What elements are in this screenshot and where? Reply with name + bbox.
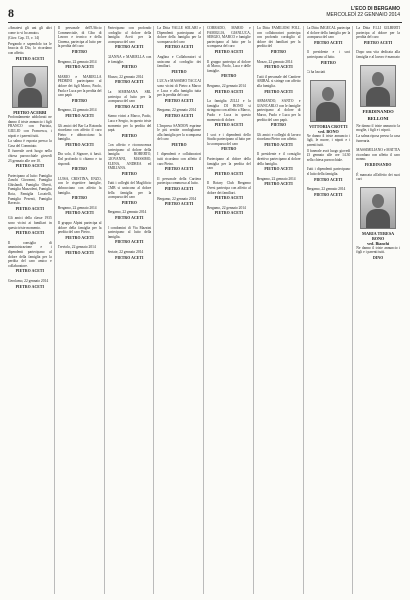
notice-signature: PIETRO ACETI: [115, 240, 144, 245]
notice-text: LUCA e MASSIMO TACCAI sono vicini di Pietro a Marco e Luca e alla famiglia tutta per la perdita del caro: [157, 79, 201, 98]
notice-text: Ci ha lasciati: [306, 70, 326, 75]
notice-signature: PIETRO ACETI: [214, 89, 244, 94]
notice-signature: PIETRO ACETI: [115, 255, 144, 260]
obituary-notice: [108, 26, 152, 50]
obituary-notice: [207, 60, 251, 79]
notice-text: Il personale dell'Ufficio Commerciale, di Cibo di Lavoro e tecnico e della Cinema, partecipa al lutto per la perdita del caro: [57, 26, 102, 49]
obituary-notice: [58, 177, 102, 201]
obituary-column: [207, 26, 254, 594]
obituary-notice: [108, 181, 152, 205]
notice-text: L'Impresa SANDON esprime le più sentite condoglianze alla famiglia per la scomparsa del caro: [157, 123, 201, 142]
notice-text: Bergamo, 22 gennaio 2014: [57, 108, 97, 113]
obituary-notice: [58, 206, 102, 216]
notice-text: Gli amici del Bar La Rotonda ricordano con affetto il caro Pietro e abbracciano la famiglia.: [57, 123, 102, 142]
notice-text: Il presidente e i soci partecipano al lutto.: [306, 50, 351, 59]
obituary-notice: [58, 108, 102, 118]
obituary-notice: [58, 152, 102, 171]
notice-signature: PIETRO ACETI: [264, 142, 293, 147]
obituary-notice: [108, 90, 152, 109]
obituary-notice: [356, 246, 400, 261]
obituary-notice: [157, 55, 201, 74]
obituary-column: [8, 26, 55, 594]
notice-signature: PIETRO ACETI: [214, 49, 244, 54]
paper-name: L'ECO DI BERGAMO: [351, 6, 400, 12]
notice-signature: PIETRO ACETI: [65, 235, 94, 240]
notice-text: La SIMEMANA SRL partecipa al lutto per la scomparsa del caro: [107, 89, 152, 104]
notice-text: È mancata all'affetto dei suoi cari: [356, 172, 400, 182]
obituary-columns: [8, 26, 402, 594]
obituary-notice: [356, 124, 400, 143]
obituary-notice: [108, 55, 152, 70]
notice-text: Mozzo, 22 gennaio 2014: [256, 59, 293, 64]
notice-text: La Ditta VALLE SOLARI e Dipendenti partecipano al dolore della famiglia per la scomparsa del caro: [157, 26, 201, 44]
notice-signature: PIETRO ACETI: [164, 45, 194, 50]
notice-signature: PIETRO: [121, 133, 137, 138]
obituary-notice: [108, 143, 152, 176]
notice-text: Bergamo, 22 gennaio 2014: [306, 187, 346, 192]
notice-signature: FERDINANDO: [364, 162, 392, 167]
notice-text: Bergamo, 22 gennaio 2014: [157, 196, 197, 201]
obituary-notice: [157, 108, 201, 118]
notice-signature: PIETRO ACETI: [15, 56, 45, 61]
notice-text: Gli amici e colleghi di lavoro ricordano Pietro con affetto.: [256, 132, 301, 142]
notice-signature: PIETRO: [72, 167, 88, 172]
notice-signature: PIETRO ACETI: [164, 113, 194, 118]
notice-text: Treviolo, 22 gennaio 2014: [57, 245, 96, 250]
notice-signature: PIETRO: [121, 65, 137, 70]
obituary-notice: [257, 152, 301, 171]
notice-signature: PIETRO: [72, 196, 88, 201]
obituary-notice: [8, 279, 52, 289]
notice-signature: PIETRO: [171, 142, 187, 147]
notice-signature: PIETRO: [72, 49, 88, 54]
notice-text: Partecipano al dolore della famiglia per la perdita del caro: [207, 157, 251, 171]
obituary-notice: [207, 133, 251, 152]
notice-signature: PIETRO ACETI: [115, 216, 144, 220]
notice-signature: PIETRO ACETI: [214, 211, 244, 216]
portrait-photo: [360, 65, 396, 107]
notice-signature: PIETRO ACETI: [164, 98, 194, 103]
portrait-photo: [12, 66, 48, 108]
notice-text: Il gruppo Alpini partecipa al dolore della famiglia per la perdita del caro Pietro.: [57, 221, 102, 235]
obituary-notice: [307, 70, 351, 75]
obituary-notice: [356, 26, 400, 45]
obituary-notice: [8, 241, 52, 274]
notice-signature: PIETRO ACETI: [65, 113, 94, 118]
obituary-notice: [157, 79, 201, 103]
notice-text: Gli amici della classe 1935 sono vicini ai familiari in questo triste momento.: [8, 216, 52, 230]
obituary-column: [108, 26, 155, 594]
obituary-notice: [108, 226, 152, 245]
notice-text: Tutti il personale del Cantiere ABIBAL si stringe con affetto alla famiglia.: [256, 74, 301, 88]
header-rule: [8, 22, 402, 23]
notice-text: Tutti i dipendenti partecipano al lutto della famiglia.: [306, 167, 351, 176]
notice-text: Pregando e sapendolo tra le braccia di Dio, lo ricordano con affetto.: [8, 41, 52, 55]
deceased-name: PIETRO ACERBI: [13, 110, 47, 116]
notice-text: I dipendenti e collaboratori tutti ricordano con affetto il caro Pietro.: [157, 152, 201, 166]
notice-text: «Amatevi gli uni gli altri come io vi ho amato»: [8, 26, 52, 35]
notice-text: La famiglia ZILLI e la famiglia DI BONO si stringono con affetto a Marco, Paolo e Luca in questo momento di dolore.: [207, 99, 251, 122]
obituary-notice: [307, 26, 351, 45]
notice-text: Partecipano al lutto: Famiglia Zanchi Giovanni, Famiglia Ghislandi, Famiglia Oberti, Famiglia Mazzoleni, Famiglia Rota, Famiglia Locatelli, Famiglia Pesenti, Famiglia Ravasio.: [8, 173, 52, 206]
obituary-notice: [207, 181, 251, 200]
notice-signature: PIETRO: [171, 69, 187, 74]
notice-signature: PIETRO ACETI: [15, 164, 45, 169]
paper-masthead: [326, 6, 400, 18]
notice-text: Bergamo, 22 gennaio 2014: [256, 176, 296, 181]
notice-signature: PIETRO: [271, 49, 287, 54]
notice-text: Con affetto e riconoscenza partecipano al dolore della famiglia ROBERTO, GIOVANNI, MASSIMO, ELENA, ANDREA ed EMILIANA.: [107, 143, 152, 171]
notice-signature: PIETRO ACETI: [314, 192, 343, 197]
notice-text: Ne danno il triste annuncio la moglie, i figli e i nipoti.: [356, 123, 400, 133]
obituary-notice: [8, 115, 52, 169]
notice-text: GIANNA e MARIELLA con le famiglie.: [107, 54, 152, 64]
notice-signature: PIETRO ACETI: [264, 65, 293, 70]
notice-signature: PIETRO: [121, 200, 137, 205]
notice-signature: PIETRO ACETI: [264, 89, 293, 94]
notice-signature: PIETRO: [72, 98, 88, 103]
obituary-notice: [58, 124, 102, 148]
page-number: 8: [8, 6, 14, 20]
notice-signature: PIETRO: [271, 123, 287, 128]
obituary-column: [356, 26, 402, 594]
notice-text: CORRADO, MARIO e FAMIGLIA, GIANLUCA, SERGIO, MARCO e famiglie partecipano al lutto per la scomparsa del caro: [207, 26, 251, 49]
obituary-notice: [356, 173, 400, 182]
notice-text: Dopo una vita dedicata alla famiglia e al lavoro è mancato: [356, 50, 400, 59]
notice-text: Bergamo, 22 gennaio 2014: [57, 59, 97, 64]
obituary-column: [257, 26, 304, 594]
notice-text: MASSIMILIANO e MATTIA ricordano con affetto il caro nonno.: [356, 148, 400, 162]
obituary-notice: [157, 197, 201, 207]
notice-signature: PIETRO ACETI: [15, 284, 45, 289]
notice-text: Dio solo, il Signore, ti basti. Dal profondo ti chiamo e tu rispondi.: [57, 152, 102, 166]
notice-signature: PIETRO ACETI: [65, 142, 94, 147]
obituary-notice: [257, 75, 301, 94]
notice-text: Seriate, 22 gennaio 2014: [107, 249, 144, 254]
notice-text: Il presidente e il consiglio direttivo partecipano al dolore della famiglia.: [256, 152, 301, 166]
obituary-notice: [157, 26, 201, 50]
deceased-name: BELLONI: [367, 116, 389, 122]
obituary-notice: [257, 177, 301, 187]
notice-signature: PIETRO ACETI: [115, 80, 144, 85]
obituary-notice: [257, 99, 301, 128]
obituary-notice: [8, 26, 52, 61]
obituary-notice: [157, 152, 201, 171]
obituary-notice: [58, 245, 102, 255]
obituary-notice: [108, 75, 152, 85]
notice-text: ARMANDO, SANTO e GIANCARLO con le famiglie partecipano al dolore di Marco, Paolo e Luca per la perdita del caro papà.: [256, 99, 301, 122]
obituary-notice: [58, 26, 102, 55]
obituary-notice: [257, 133, 301, 148]
notice-text: Partecipano con profondo cordoglio al dolore della famiglia Aceti per la scomparsa del caro: [107, 26, 152, 44]
notice-signature: PIETRO: [320, 60, 336, 65]
obituary-column: [58, 26, 105, 594]
notice-signature: PIETRO ACETI: [214, 196, 244, 201]
notice-text: MARIO e MARIELLA PEDRINI partecipano al dolore dei figli Marco, Paolo, Paola e Luca per la perdita del caro papà: [57, 74, 102, 98]
obituary-notice: [58, 75, 102, 104]
notice-signature: PIETRO ACETI: [15, 206, 45, 211]
obituary-notice: [207, 26, 251, 55]
obituary-column: [157, 26, 204, 594]
obituary-notice: [108, 250, 152, 260]
notice-text: Bergamo, 22 gennaio 2014: [107, 210, 147, 215]
notice-text: Bergamo, 22 gennaio 2014: [157, 108, 197, 113]
obituary-notice: [356, 50, 400, 59]
obituary-notice: [307, 167, 351, 182]
obituary-notice: [207, 157, 251, 176]
notice-text: La Ditta FAMILIOSI FOLL con collaboratori partecipa con profondo cordoglio al dolore dei familiari per la perdita del: [256, 26, 301, 49]
deceased-name: MARIA TERESA BONO: [362, 230, 395, 241]
notice-text: Il personale della Cartiera partecipa commosso al lutto.: [157, 176, 201, 186]
notice-signature: PIETRO ACETI: [65, 250, 94, 255]
notice-text: Ne danno il triste annuncio i figli, le nuore, i nipoti e i parenti tutti.: [306, 133, 351, 147]
obituary-notice: [8, 216, 52, 235]
notice-text: Il funerale avrà luogo nella chiesa parrocchiale giovedì 23 gennaio alle ore 10.: [8, 149, 52, 163]
notice-signature: PIETRO ACETI: [164, 187, 194, 192]
notice-signature: PIETRO: [221, 74, 237, 79]
notice-signature: PIETRO ACETI: [214, 171, 244, 176]
notice-signature: PIETRO ACETI: [65, 65, 94, 70]
obituary-notice: [307, 50, 351, 65]
notice-text: I soci e i dipendenti dello Studio partecipano al lutto per la scomparsa del caro: [207, 132, 251, 146]
notice-text: Il Rotary Club Bergamo Ovest partecipa con affetto al dolore dei familiari.: [207, 181, 251, 195]
deceased-name: ved. Bianchi: [367, 240, 390, 246]
notice-signature: PIETRO ACETI: [214, 123, 244, 128]
obituary-notice: [8, 174, 52, 212]
notice-text: Bergamo, 22 gennaio 2014: [207, 83, 246, 88]
notice-signature: PIETRO ACETI: [363, 40, 393, 45]
notice-signature: PIETRO ACETI: [115, 104, 144, 109]
obituary-notice: [307, 187, 351, 197]
notice-text: Profondamente addolorati ne danno il triste annuncio i figli FRANCO con Patrizia, GIULIO con Francesca, i nipoti e i parenti tutti.: [8, 115, 52, 138]
notice-text: La Ditta F.LLI GILBERTI partecipa al dolore per la perdita del caro: [356, 26, 400, 40]
notice-text: Bergamo, 22 gennaio 2014: [207, 205, 246, 210]
notice-signature: PIETRO ACETI: [15, 269, 45, 274]
notice-text: La salma riposa presso la casa funeraria.: [356, 133, 400, 143]
obituary-notice: [157, 177, 201, 192]
notice-text: Siamo vicini a Marco, Paolo, Luca e Sergio, in questo triste momento per la perdita del papà.: [107, 114, 152, 133]
notice-signature: PIETRO ACETI: [314, 40, 343, 45]
obituary-column: [307, 26, 354, 594]
obituary-notice: [207, 99, 251, 128]
notice-text: I condomini di Via Mazzini partecipano al lutto della famiglia.: [107, 225, 152, 239]
notice-signature: PIETRO ACETI: [264, 167, 293, 172]
notice-signature: PIETRO ACETI: [15, 231, 45, 236]
notice-text: Ne danno il triste annuncio i figli e i parenti tutti.: [356, 245, 400, 255]
notice-text: Mozzo, 22 gennaio 2014: [107, 74, 144, 79]
notice-text: Gerolamo, 22 gennaio 2014: [8, 278, 49, 283]
notice-text: La Ditta IMGECAL partecipa al dolore della famiglia per la scomparsa del caro: [306, 26, 351, 40]
notice-signature: PIETRO ACETI: [264, 182, 293, 187]
obituary-notice: [108, 210, 152, 220]
obituary-notice: [257, 60, 301, 70]
notice-text: (Giov. Cap. 15, v. 14): [8, 36, 40, 41]
notice-signature: DINO: [372, 255, 384, 260]
obituary-notice: [157, 124, 201, 148]
notice-signature: PIETRO ACETI: [314, 177, 343, 182]
notice-text: Il funerale avrà luogo giovedì 23 gennaio alle ore 14.30 nella chiesa parrocchiale.: [306, 148, 351, 162]
notice-text: Il gruppo partecipa al dolore di Marco, Paolo, Luca e delle famiglie.: [207, 59, 251, 73]
obituary-notice: [257, 26, 301, 55]
portrait-photo: [360, 187, 396, 229]
notice-signature: PIETRO ACETI: [65, 211, 94, 216]
deceased-name: VITTORIA CROTTI: [309, 123, 348, 129]
notice-text: Anglina e Collaboratori si uniscono al cordoglio dei familiari.: [157, 54, 201, 69]
notice-signature: PIETRO ACETI: [164, 167, 194, 172]
notice-text: Il consiglio di amministrazione e i dipendenti partecipano al dolore della famiglia per la perdita del caro amico e collaboratore.: [8, 240, 52, 268]
paper-date: MERCOLEDÌ 22 GENNAIO 2014: [326, 12, 400, 18]
obituary-notice: [108, 114, 152, 138]
notice-text: La salma è esposta presso la Casa del Commiato.: [8, 139, 52, 148]
obituary-notice: [356, 148, 400, 167]
notice-text: LUISA, CRISTINA, ENZO, con le rispettive famiglie, abbracciano con affetto la famiglia.: [57, 176, 102, 195]
obituary-notice: [207, 84, 251, 94]
notice-text: Tutti i colleghi del Maglificio CMB si uniscono al dolore della famiglia per la scomparsa del caro: [107, 181, 152, 200]
obituary-notice: [207, 206, 251, 216]
notice-signature: PIETRO: [121, 171, 137, 176]
notice-text: Bergamo, 22 gennaio 2014: [57, 205, 97, 210]
notice-signature: PIETRO: [221, 147, 237, 152]
portrait-photo: [310, 80, 346, 122]
obituary-notice: [58, 60, 102, 70]
notice-signature: PIETRO ACETI: [164, 202, 194, 207]
obituary-notice: [58, 221, 102, 240]
deceased-name: FERDINANDO: [362, 108, 394, 114]
deceased-name: ved. BONO: [318, 128, 339, 134]
notice-signature: PIETRO ACETI: [115, 45, 144, 50]
obituary-notice: [307, 134, 351, 163]
